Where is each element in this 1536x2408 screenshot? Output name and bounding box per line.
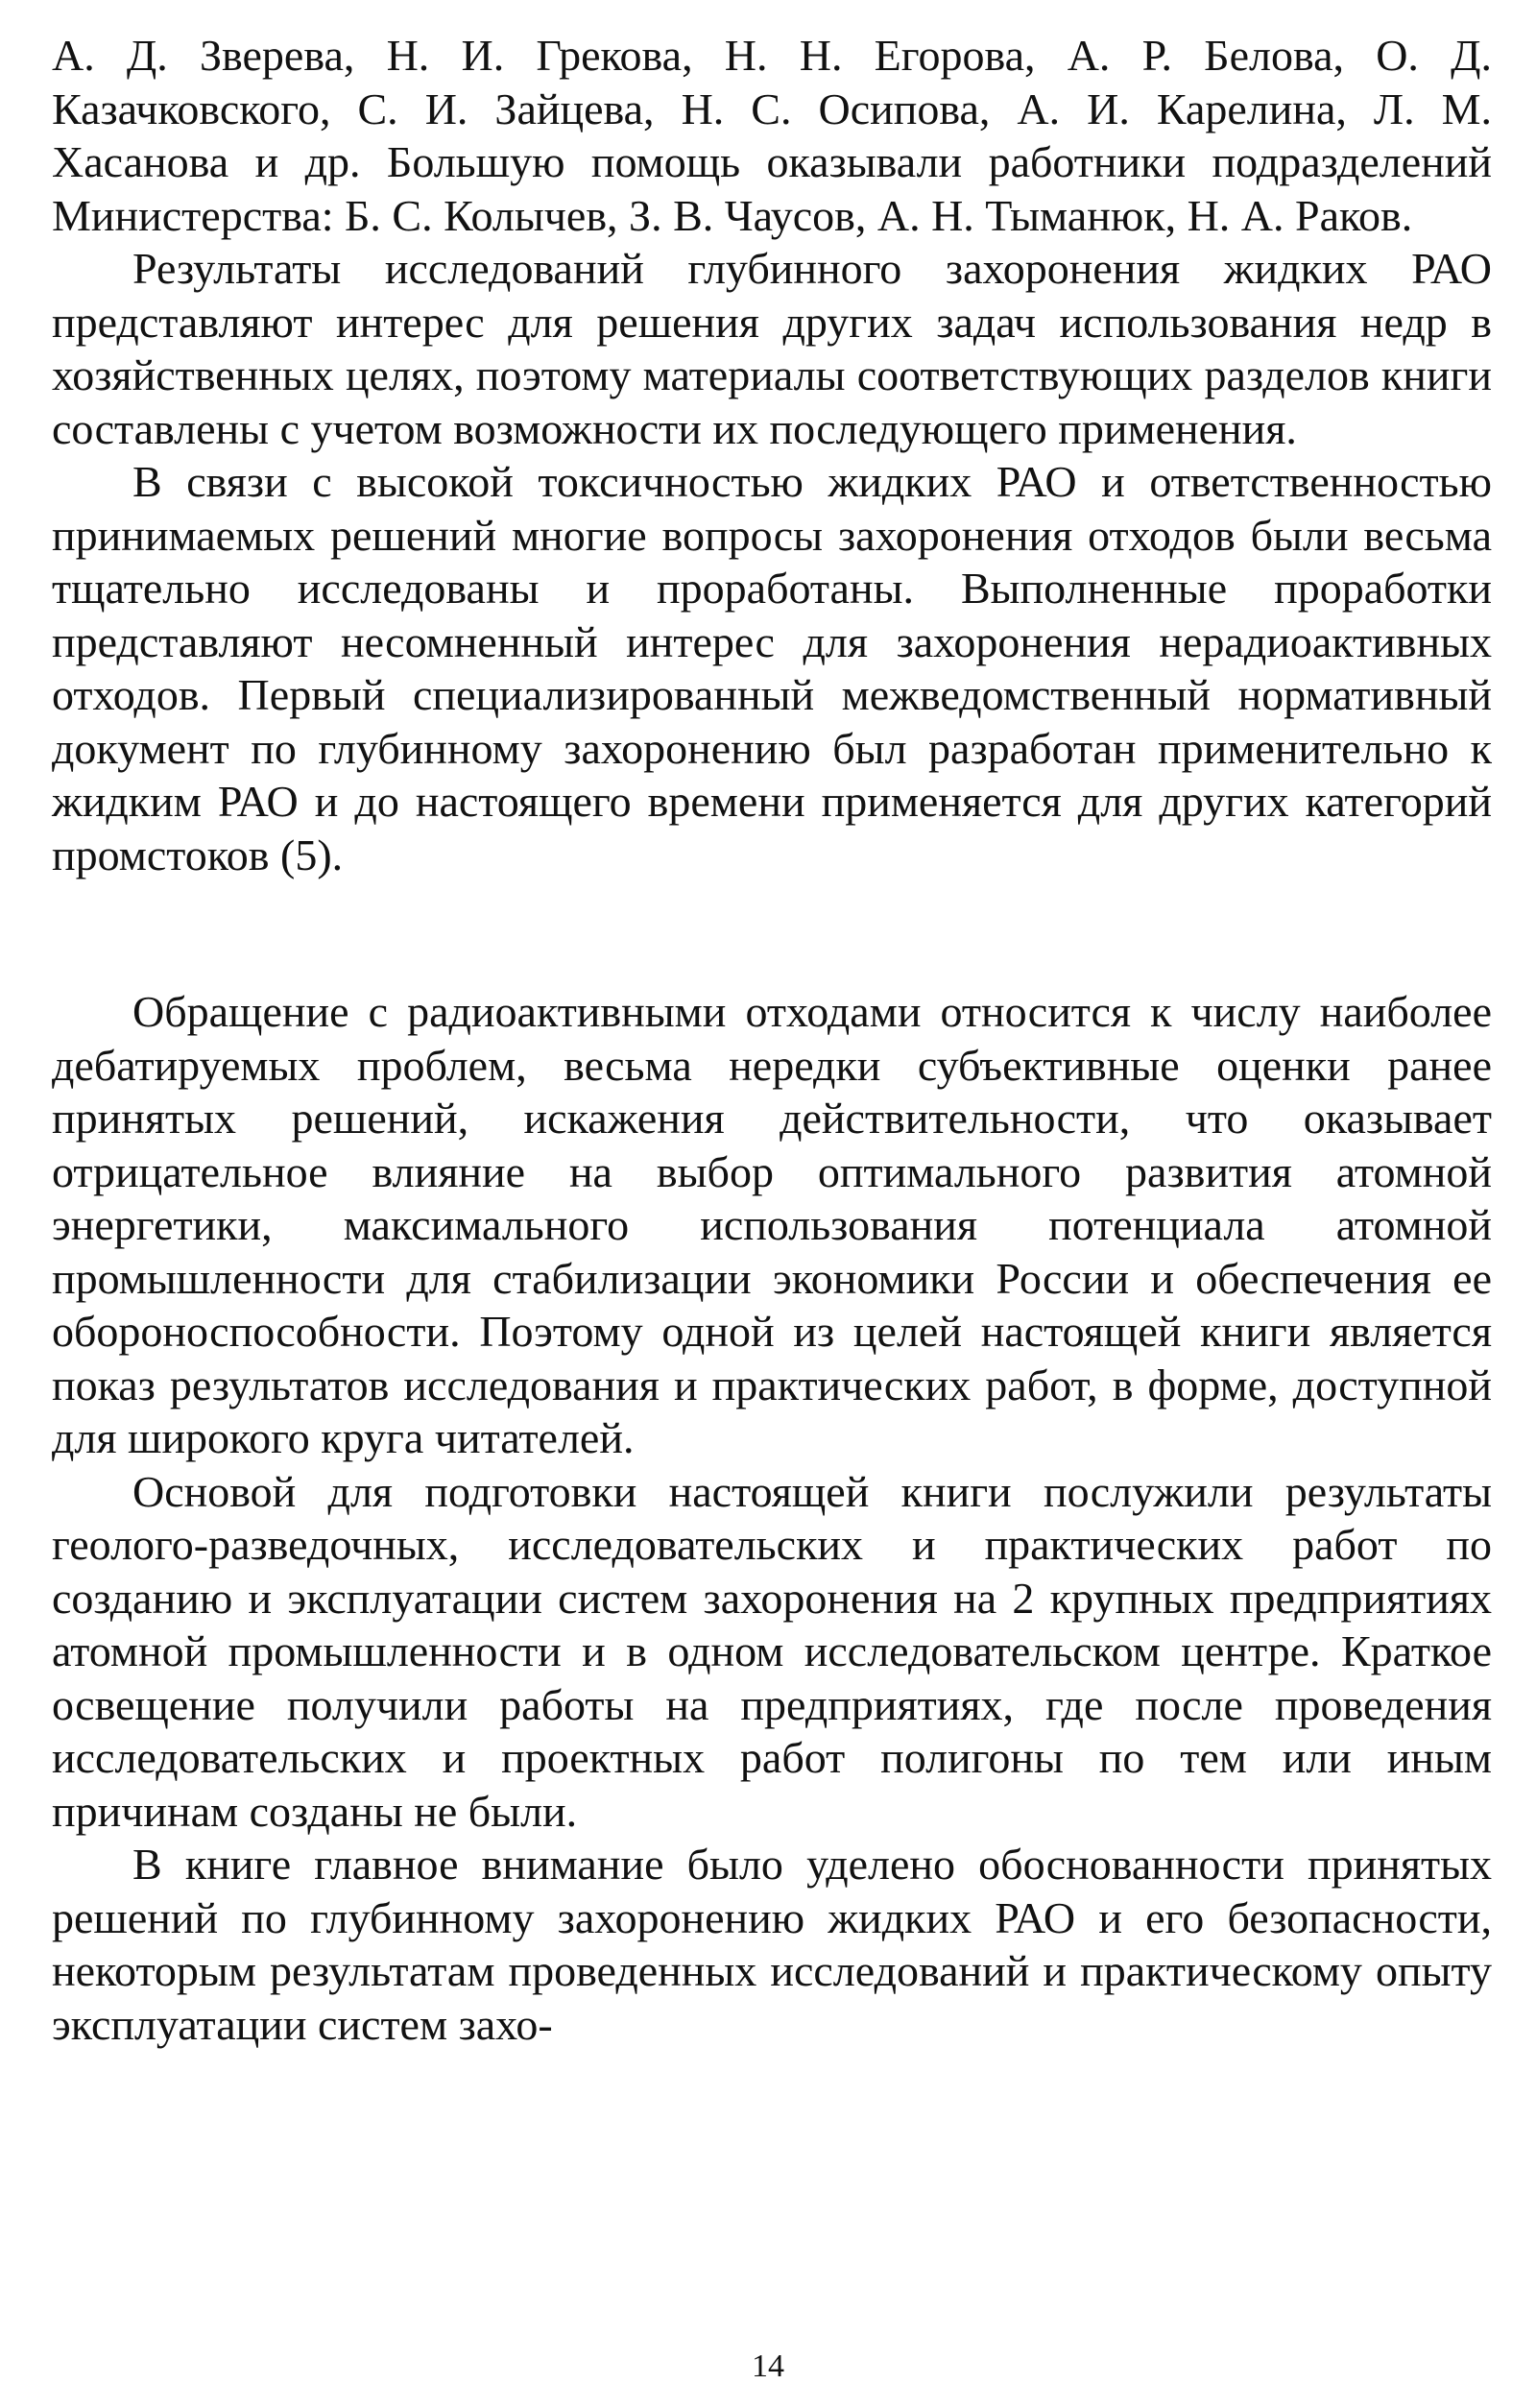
- paragraph-waste-handling: Обращение с радиоактивными отходами относится к числу наиболее дебатируемых проблем, весьма нередки субъективные оценки ранее принятых решений, искажения действительности, что оказывает отрицательное влияние на выбор оптимального развития атомной энергетики, максимального использования потенциала атомной промышленности для стабилизации экономики России и обеспечения ее обороноспособности. Поэтому одной из целей настоящей книги является показ результатов исследования и практических работ, в форме, доступной для широкого круга читателей.: [52, 987, 1492, 1462]
- page-number: 14: [752, 2348, 784, 2384]
- paragraph-main-focus: В книге главное внимание было уделено обоснованности принятых решений по глубинному захоронению жидких РАО и его безопасности, некоторым результатам проведенных исследований и практическому опыту эксплуатации систем захо-: [52, 1840, 1492, 2049]
- page-body: [52, 29, 1492, 2051]
- section-divider-space: [52, 881, 1492, 985]
- paragraph-book-basis: Основой для подготовки настоящей книги послужили результаты геолого-разведочных, исследовательских и практических работ по созданию и эксплуатации систем захоронения на 2 крупных предприятиях атомной промышленности и в одном исследовательском центре. Краткое освещение получили работы на предприятиях, где после проведения исследовательских и проектных работ полигоны по тем или иным причинам созданы не были.: [52, 1466, 1492, 1836]
- paragraph-acknowledgements: А. Д. Зверева, Н. И. Грекова, Н. Н. Егорова, А. Р. Белова, О. Д. Казачковского, С. И. Зайцева, Н. С. Осипова, А. И. Карелина, Л. М. Хасанова и др. Большую помощь оказывали работники подразделений Министерства: Б. С. Колычев, З. В. Чаусов, А. Н. Тыманюк, Н. А. Раков.: [52, 31, 1492, 240]
- paragraph-research-results: Результаты исследований глубинного захоронения жидких РАО представляют интерес для решения других задач использования недр в хозяйственных целях, поэтому материалы соответствующих разделов книги составлены с учетом возможности их последующего применения.: [52, 244, 1492, 453]
- paragraph-toxicity: В связи с высокой токсичностью жидких РАО и ответственностью принимаемых решений многие вопросы захоронения отходов были весьма тщательно исследованы и проработаны. Выполненные проработки представляют несомненный интерес для захоронения нерадиоактивных отходов. Первый специализированный межведомственный нормативный документ по глубинному захоронению был разработан применительно к жидким РАО и до настоящего времени применяется для других категорий промстоков (5).: [52, 457, 1492, 879]
